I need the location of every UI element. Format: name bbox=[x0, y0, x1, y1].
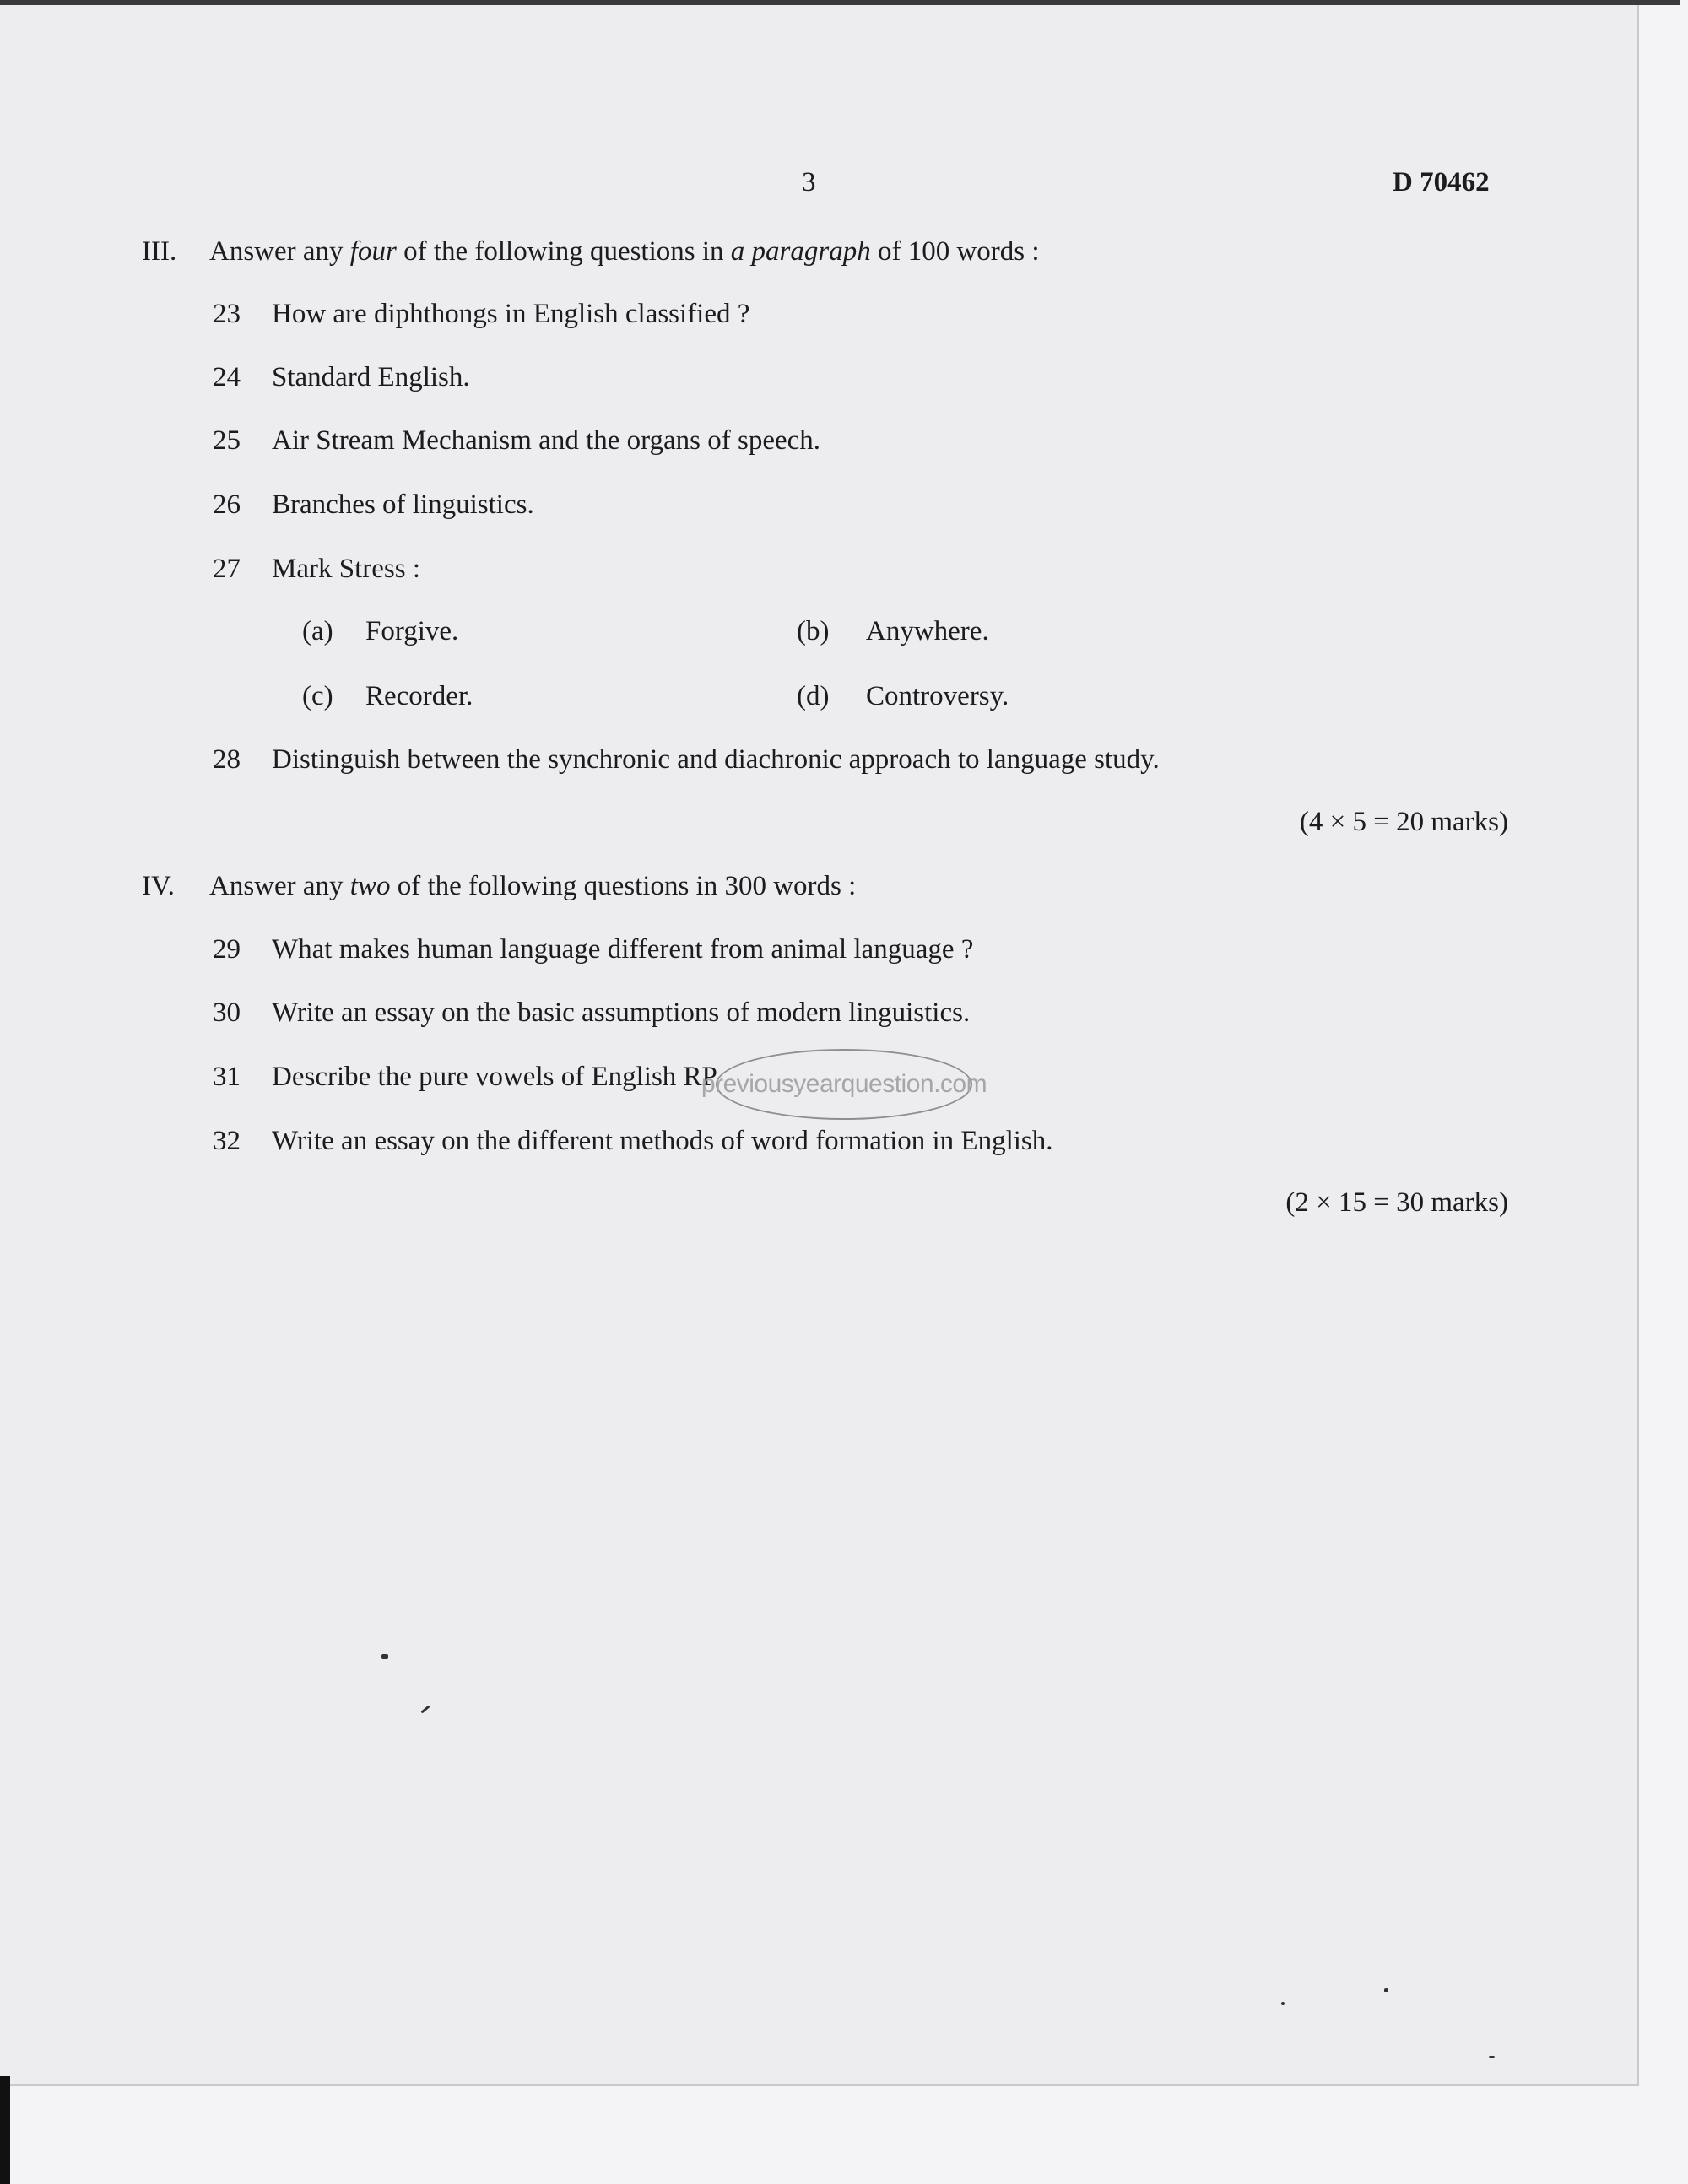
section-4-marks: (2 × 15 = 30 marks) bbox=[1285, 1187, 1508, 1218]
section-3-numeral: III. bbox=[142, 236, 177, 267]
question-26: 26 Branches of linguistics. bbox=[213, 489, 534, 520]
question-25: 25 Air Stream Mechanism and the organs of speech. bbox=[213, 425, 821, 456]
page-number: 3 bbox=[802, 167, 816, 197]
scan-speck bbox=[1489, 2056, 1495, 2058]
scan-top-edge bbox=[0, 0, 1680, 5]
question-24: 24 Standard English. bbox=[213, 362, 470, 392]
scan-left-edge bbox=[0, 2076, 10, 2184]
section-3-instruction: III. Answer any four of the following questions in a paragraph of 100 words : bbox=[142, 236, 1040, 267]
question-31: 31 Describe the pure vowels of English RP. bbox=[213, 1062, 722, 1092]
stress-option-c: (c) Recorder. bbox=[302, 681, 473, 711]
paper-code: D 70462 bbox=[1393, 167, 1490, 197]
stress-option-d: (d) Controversy. bbox=[797, 681, 1009, 711]
watermark-stamp: previousyearquestion.com bbox=[716, 1049, 972, 1120]
question-29: 29 What makes human language different from animal language ? bbox=[213, 934, 974, 965]
question-23: 23 How are diphthongs in English classified ? bbox=[213, 299, 750, 329]
stress-option-b: (b) Anywhere. bbox=[797, 616, 989, 646]
scan-speck bbox=[1384, 1988, 1388, 1992]
question-27: 27 Mark Stress : bbox=[213, 554, 420, 584]
scan-speck bbox=[381, 1654, 388, 1659]
section-4-instruction: IV. Answer any two of the following questions in 300 words : bbox=[142, 871, 857, 901]
scan-speck bbox=[1281, 2002, 1285, 2005]
question-28: 28 Distinguish between the synchronic and diachronic approach to language study. bbox=[213, 744, 1160, 775]
section-4-numeral: IV. bbox=[142, 871, 175, 901]
question-32: 32 Write an essay on the different methods of word formation in English. bbox=[213, 1126, 1053, 1156]
question-30: 30 Write an essay on the basic assumptions of modern linguistics. bbox=[213, 997, 971, 1028]
stress-option-a: (a) Forgive. bbox=[302, 616, 459, 646]
section-3-marks: (4 × 5 = 20 marks) bbox=[1299, 807, 1508, 837]
scan-speck bbox=[420, 1705, 430, 1713]
